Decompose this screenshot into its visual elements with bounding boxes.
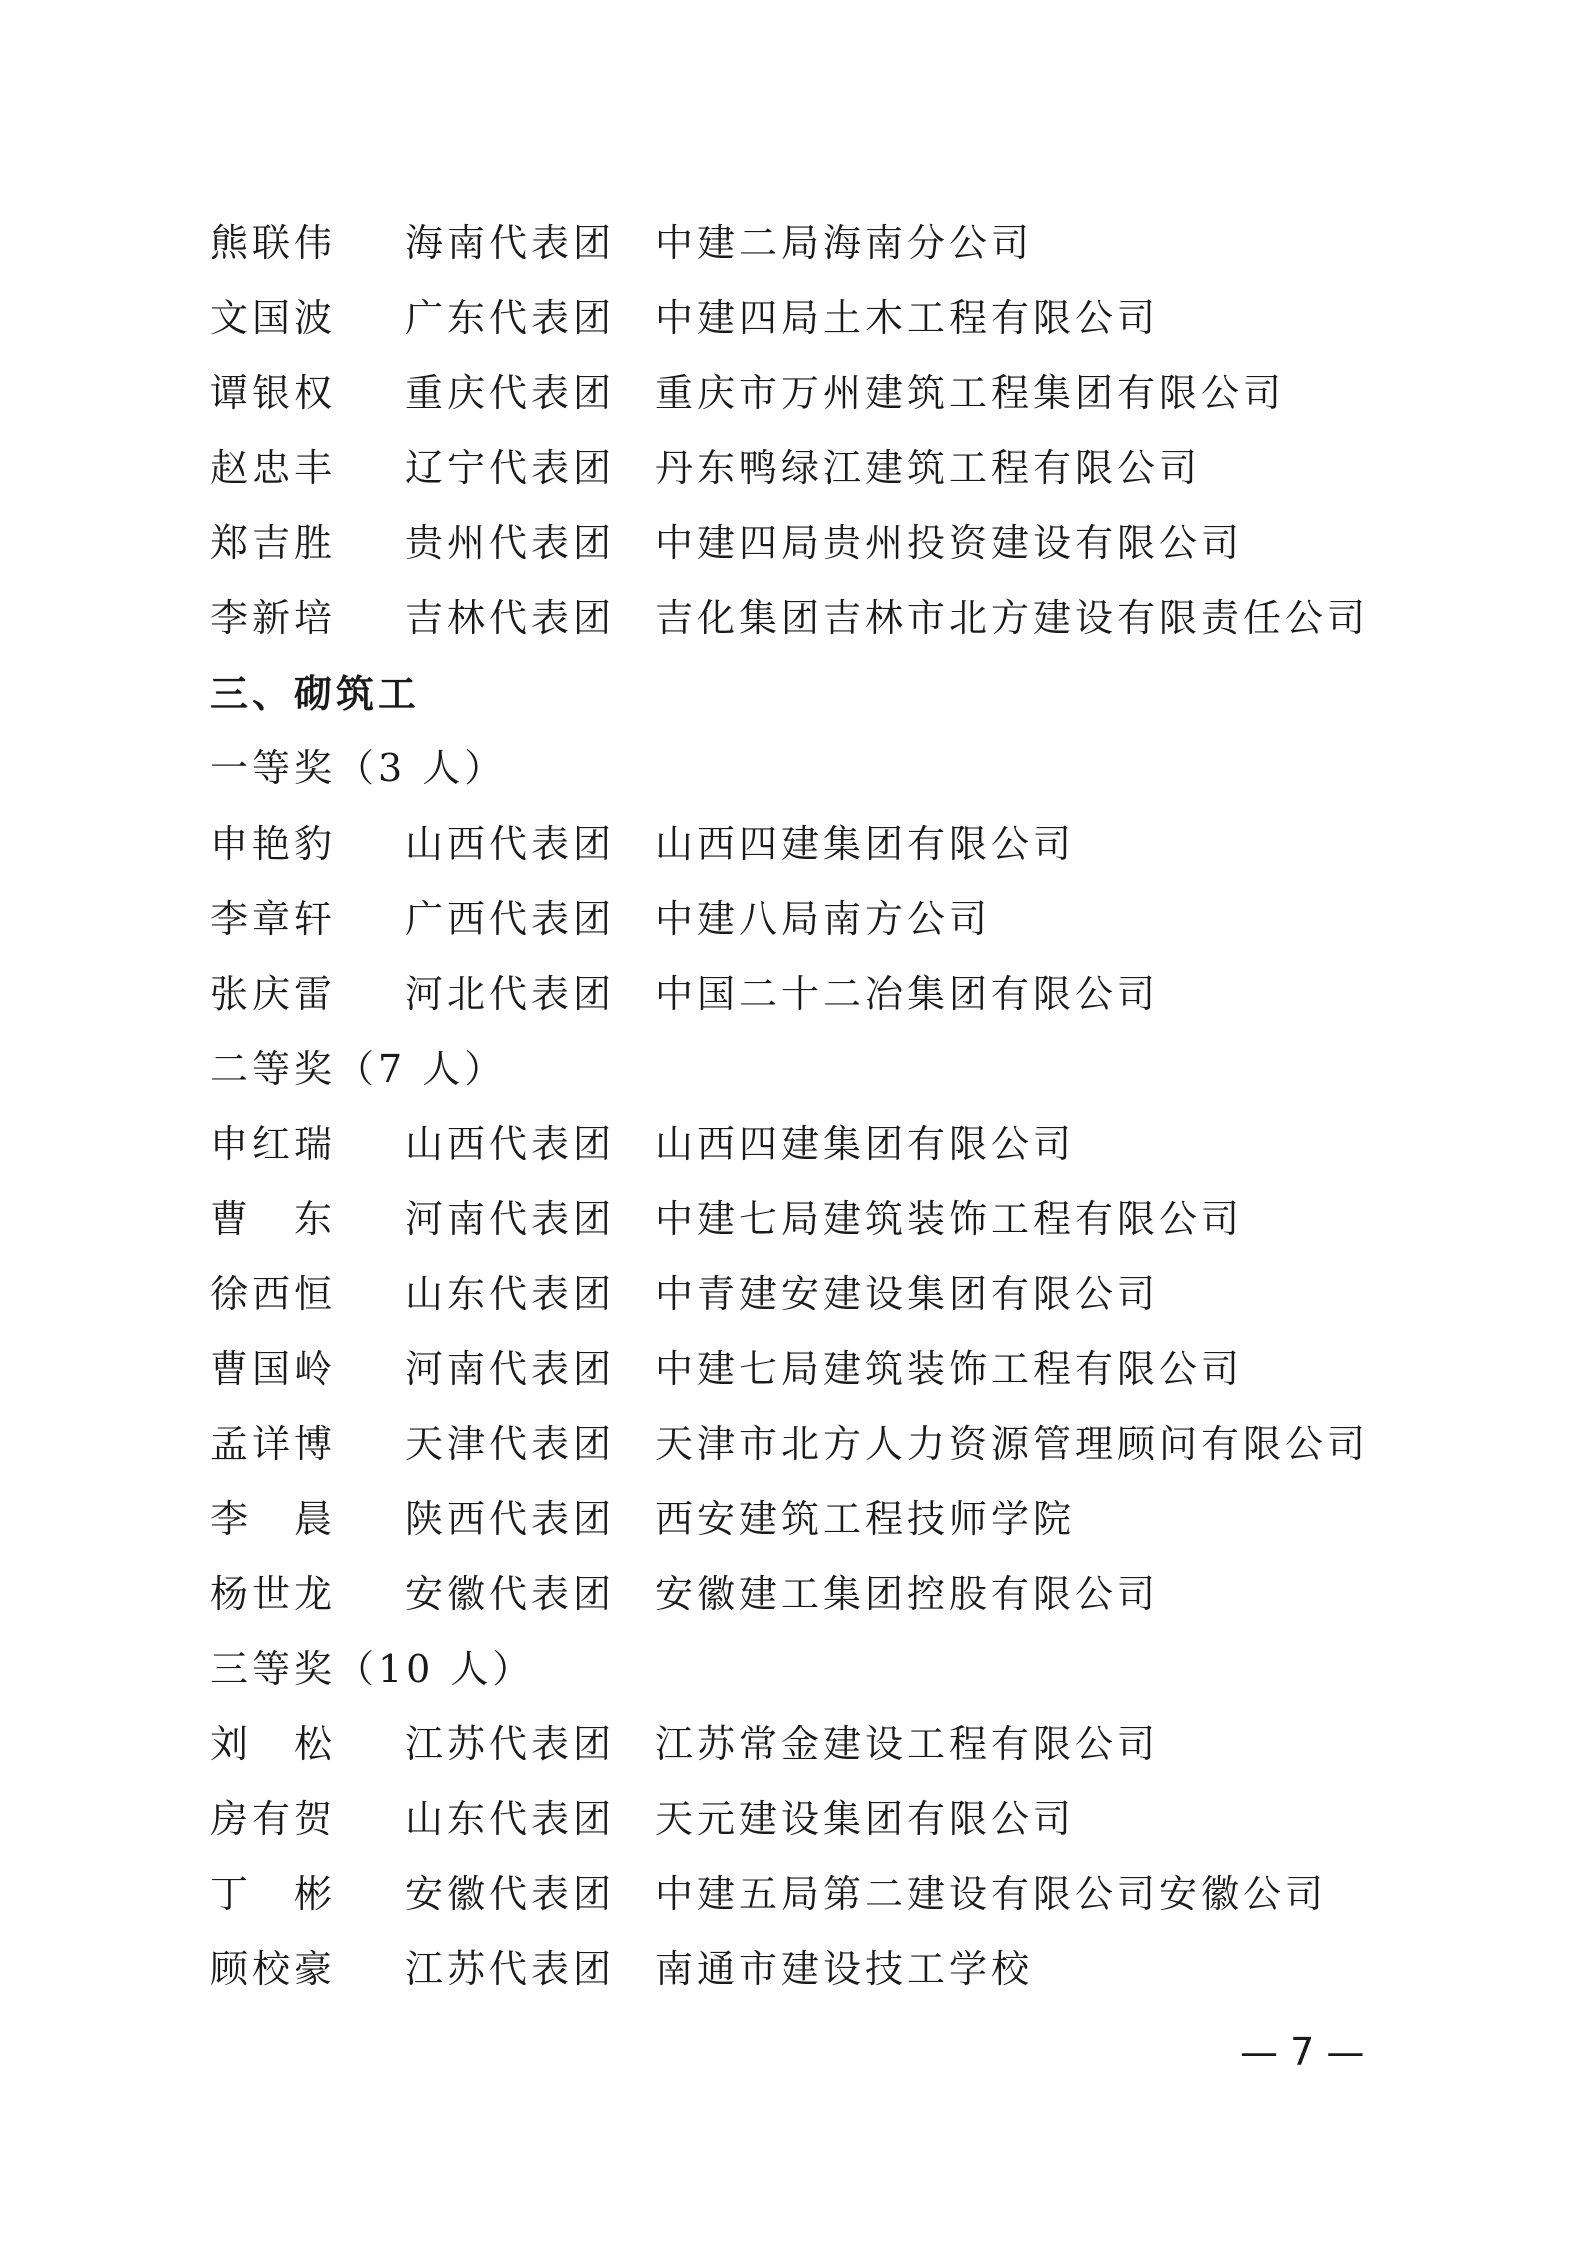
page-number: — 7 — <box>1240 2030 1365 2074</box>
organization: 江苏常金建设工程有限公司 <box>655 1721 1160 1766</box>
organization: 南通市建设技工学校 <box>655 1946 1034 1991</box>
organization: 西安建筑工程技师学院 <box>655 1496 1076 1541</box>
awardee-name: 郑吉胜 <box>210 520 337 565</box>
awardee-name: 刘 松 <box>210 1721 337 1766</box>
prize-heading-first: 一等奖（3 人） <box>210 745 507 790</box>
delegation: 山西代表团 <box>405 821 616 866</box>
awardee-name: 申艳豹 <box>210 821 337 866</box>
organization: 山西四建集团有限公司 <box>655 821 1076 866</box>
delegation: 海南代表团 <box>405 220 616 265</box>
organization: 丹东鸭绿江建筑工程有限公司 <box>655 445 1202 490</box>
organization: 中建四局贵州投资建设有限公司 <box>655 520 1244 565</box>
delegation: 河南代表团 <box>405 1346 616 1391</box>
awardee-name: 李 晨 <box>210 1496 337 1541</box>
organization: 重庆市万州建筑工程集团有限公司 <box>655 370 1286 415</box>
awardee-name: 李新培 <box>210 595 337 640</box>
awardee-name: 顾校豪 <box>210 1946 337 1991</box>
delegation: 辽宁代表团 <box>405 445 616 490</box>
delegation: 山东代表团 <box>405 1796 616 1841</box>
awardee-name: 曹 东 <box>210 1196 337 1241</box>
prize-heading-second: 二等奖（7 人） <box>210 1046 507 1091</box>
delegation: 安徽代表团 <box>405 1871 616 1916</box>
awardee-name: 李章轩 <box>210 896 337 941</box>
awardee-name: 熊联伟 <box>210 220 337 265</box>
awardee-name: 赵忠丰 <box>210 445 337 490</box>
organization: 中建七局建筑装饰工程有限公司 <box>655 1196 1244 1241</box>
delegation: 吉林代表团 <box>405 595 616 640</box>
delegation: 天津代表团 <box>405 1421 616 1466</box>
awardee-name: 房有贺 <box>210 1796 337 1841</box>
awardee-name: 谭银权 <box>210 370 337 415</box>
delegation: 贵州代表团 <box>405 520 616 565</box>
awardee-name: 徐西恒 <box>210 1271 337 1316</box>
awardee-name: 申红瑞 <box>210 1121 337 1166</box>
awardee-name: 文国波 <box>210 295 337 340</box>
prize-heading-third: 三等奖（10 人） <box>210 1646 535 1691</box>
delegation: 江苏代表团 <box>405 1721 616 1766</box>
delegation: 安徽代表团 <box>405 1571 616 1616</box>
awardee-name: 杨世龙 <box>210 1571 337 1616</box>
organization: 中建二局海南分公司 <box>655 220 1034 265</box>
organization: 天津市北方人力资源管理顾问有限公司 <box>655 1421 1370 1466</box>
awardee-name: 孟详博 <box>210 1421 337 1466</box>
delegation: 重庆代表团 <box>405 370 616 415</box>
section-title: 三、砌筑工 <box>210 671 421 716</box>
delegation: 山西代表团 <box>405 1121 616 1166</box>
delegation: 广西代表团 <box>405 896 616 941</box>
awardee-name: 曹国岭 <box>210 1346 337 1391</box>
delegation: 江苏代表团 <box>405 1946 616 1991</box>
delegation: 陕西代表团 <box>405 1496 616 1541</box>
awardee-name: 丁 彬 <box>210 1871 337 1916</box>
organization: 中国二十二冶集团有限公司 <box>655 971 1160 1016</box>
organization: 中建八局南方公司 <box>655 896 992 941</box>
awardee-name: 张庆雷 <box>210 971 337 1016</box>
delegation: 河北代表团 <box>405 971 616 1016</box>
organization: 天元建设集团有限公司 <box>655 1796 1076 1841</box>
organization: 中建四局土木工程有限公司 <box>655 295 1160 340</box>
delegation: 山东代表团 <box>405 1271 616 1316</box>
delegation: 广东代表团 <box>405 295 616 340</box>
organization: 山西四建集团有限公司 <box>655 1121 1076 1166</box>
organization: 吉化集团吉林市北方建设有限责任公司 <box>655 595 1370 640</box>
organization: 中青建安建设集团有限公司 <box>655 1271 1160 1316</box>
organization: 中建七局建筑装饰工程有限公司 <box>655 1346 1244 1391</box>
organization: 安徽建工集团控股有限公司 <box>655 1571 1160 1616</box>
delegation: 河南代表团 <box>405 1196 616 1241</box>
organization: 中建五局第二建设有限公司安徽公司 <box>655 1871 1328 1916</box>
